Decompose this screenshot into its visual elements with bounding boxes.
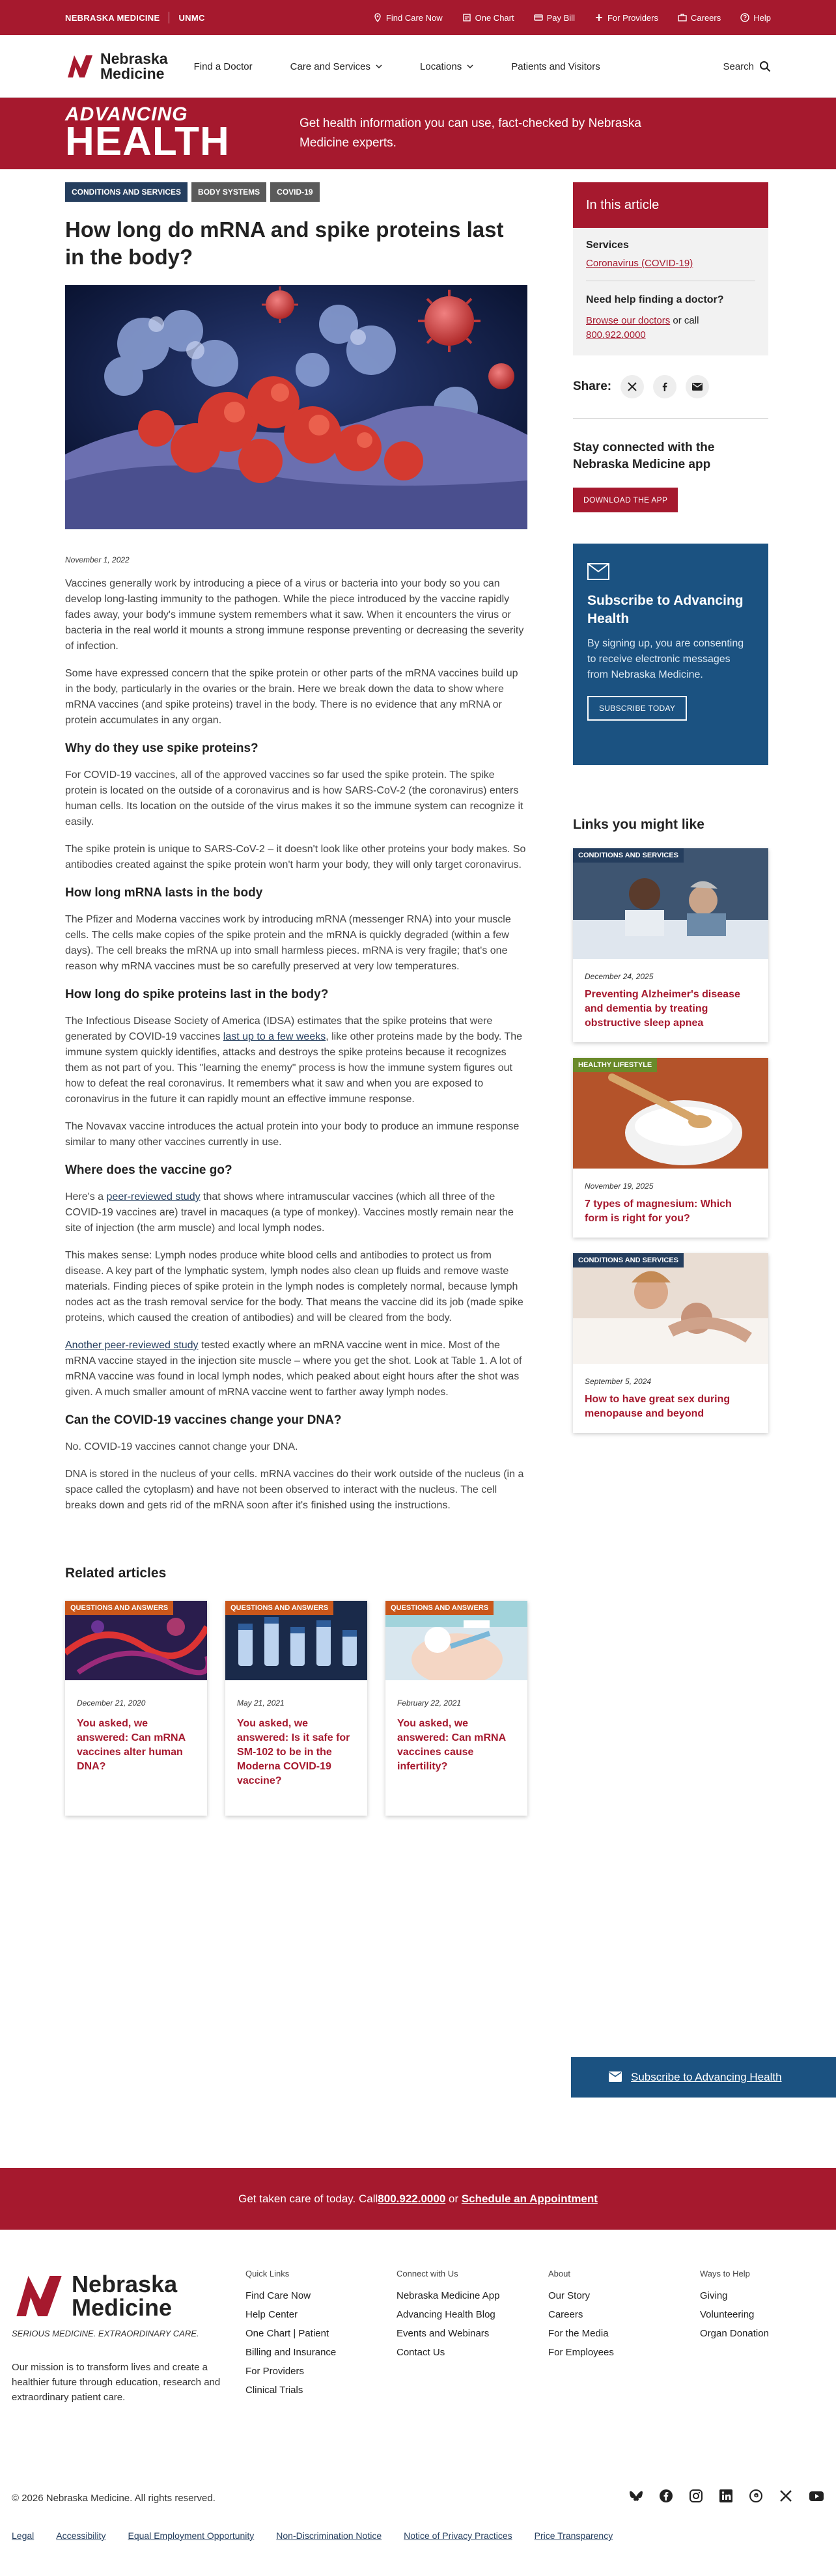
nebraska-medicine-link[interactable]: NEBRASKA MEDICINE xyxy=(65,12,160,23)
subscribe-text: By signing up, you are consenting to receive electronic messages from Nebraska Medicine. xyxy=(587,638,744,680)
tag-body-systems[interactable]: BODY SYSTEMS xyxy=(191,182,266,202)
article-column xyxy=(65,182,527,1816)
share-email-button[interactable] xyxy=(686,375,709,398)
virus-particle-icon xyxy=(418,290,481,352)
paragraph: The Infectious Disease Society of America (IDSA) estimates that the spike proteins that were generated by COVID-19 vaccines last up to a few weeks, like other proteins made by the body. The immune system quickly identifies, attacks and destroys the spike proteins because it recognizes them as not part of you. This "learning the enemy" process is how the immune system figures out how to defeat the real coronavirus. It remembers what it saw and when you are exposed to coronavirus in the future it can rapidly mount an effective immune response. xyxy=(65,1016,523,1105)
suggested-article-card[interactable] xyxy=(573,848,768,1042)
card-date: September 5, 2024 xyxy=(585,1377,652,1386)
article-body xyxy=(65,576,527,1514)
card-title: Preventing Alzheimer's disease and dementia by treating obstructive sleep apnea xyxy=(585,989,740,1029)
footer-link[interactable]: Clinical Trials xyxy=(245,2385,303,2396)
spike-protein-illustration xyxy=(65,285,527,529)
suggested-article-card[interactable] xyxy=(573,1058,768,1238)
paragraph: Another peer-reviewed study tested exactly where an mRNA vaccine went in mice. Most of the mRNA vaccine stayed in the injection site muscle – where you get the shot. Look at Table 1. A lot of mRNA vaccine was found in local lymph nodes, which peaked about eight hours after the shot was given. A much smaller amount of mRNA vaccine went to farther away lymph nodes. xyxy=(65,1340,522,1398)
utility-bar xyxy=(0,0,836,35)
primary-nav xyxy=(194,61,600,72)
footer-link[interactable]: Billing and Insurance xyxy=(245,2347,337,2358)
advancing-health-logo[interactable]: ADVANCING HEALTH xyxy=(65,104,230,164)
card-category-label: QUESTIONS AND ANSWERS xyxy=(225,1601,333,1615)
links-you-might-like-heading: Links you might like xyxy=(573,817,704,832)
footer-link[interactable]: Help Center xyxy=(245,2309,298,2320)
call-to-action-strip: Get taken care of today. Call 800.922.0000 or Schedule an Appointment xyxy=(0,2168,836,2230)
x-icon[interactable] xyxy=(779,2489,793,2503)
app-promo-title: Stay connected with the Nebraska Medicine app xyxy=(573,441,715,471)
find-care-now-link[interactable]: Find Care Now xyxy=(373,13,443,23)
find-doctor-heading: Need help finding a doctor? xyxy=(586,294,724,305)
subscribe-box xyxy=(573,544,768,765)
banner-tagline: Get health information you can use, fact-checked by Nebraska Medicine experts. xyxy=(300,117,641,150)
facebook-icon[interactable] xyxy=(659,2489,673,2503)
another-peer-reviewed-study-link[interactable]: Another peer-reviewed study xyxy=(65,1340,199,1351)
coronavirus-covid-19-link[interactable]: Coronavirus (COVID-19) xyxy=(586,258,693,269)
paragraph: This makes sense: Lymph nodes produce white blood cells and antibodies to protect us from disease. A key part of the lymphatic system, lymph nodes also clean up fluids and remove waste materials. Finding pieces of spike protein in the lymph nodes is completely normal, because lymph nodes act as the trash removal service for the body. That means the vaccine did its job (made spike proteins, which caused the creation of antibodies) and will be cleared from the body. xyxy=(65,1250,523,1323)
footer-link[interactable]: One Chart | Patient xyxy=(245,2328,329,2339)
section-heading: Where does the vaccine go? xyxy=(65,1163,232,1177)
footer-link[interactable]: Nebraska Medicine App xyxy=(397,2290,500,2301)
paragraph: The spike protein is unique to SARS-CoV-2 – it doesn't look like other proteins your body makes. So antibodies created against the spike protein won't harm your body, they will only target coronavirus. xyxy=(65,844,526,870)
card-category-label: CONDITIONS AND SERVICES xyxy=(573,848,684,863)
social-links xyxy=(629,2489,824,2503)
in-this-article-heading: In this article xyxy=(573,182,768,228)
search-button[interactable]: Search xyxy=(723,61,771,72)
article-title: How long do mRNA and spike proteins last in the body? xyxy=(65,217,504,269)
unmc-link[interactable]: UNMC xyxy=(178,12,205,23)
peer-reviewed-study-link[interactable]: peer-reviewed study xyxy=(106,1191,201,1202)
footer-link[interactable]: Events and Webinars xyxy=(397,2328,490,2339)
app-promo xyxy=(573,439,768,512)
legal-link[interactable]: Legal xyxy=(12,2530,35,2541)
one-chart-link[interactable]: One Chart xyxy=(462,13,514,23)
nav-care-and-services[interactable]: Care and Services xyxy=(290,61,382,72)
card-date: May 21, 2021 xyxy=(237,1698,285,1708)
facebook-icon xyxy=(660,382,669,391)
card-image xyxy=(385,1601,527,1680)
cta-phone-link[interactable]: 800.922.0000 xyxy=(378,2192,446,2205)
copyright: © 2026 Nebraska Medicine. All rights reserved. xyxy=(12,2493,216,2504)
card-image xyxy=(573,1058,768,1169)
footer-ways-to-help: Ways to Help Giving Volunteering Organ Donation xyxy=(700,2269,769,2339)
paragraph: No. COVID-19 vaccines cannot change your DNA. xyxy=(65,1441,298,1452)
card-image xyxy=(225,1601,367,1680)
nebraska-medicine-logo[interactable]: Nebraska Medicine xyxy=(65,51,168,81)
email-icon xyxy=(692,383,703,391)
linkedin-icon[interactable] xyxy=(719,2489,733,2503)
card-image xyxy=(65,1601,207,1680)
logo-n-icon xyxy=(12,2269,66,2323)
mission-statement: Our mission is to transform lives and create a healthier future through education, research and extraordinary patient care. xyxy=(12,2362,221,2403)
card-title: How to have great sex during menopause and beyond xyxy=(585,1394,731,1419)
services-label: Services xyxy=(586,240,629,251)
browse-our-doctors-link[interactable]: Browse our doctors xyxy=(586,315,671,326)
plus-icon xyxy=(594,13,604,22)
youtube-icon[interactable] xyxy=(809,2489,824,2503)
subscribe-today-button[interactable]: SUBSCRIBE TODAY xyxy=(587,696,687,721)
card-title: You asked, we answered: Can mRNA vaccines alter human DNA? xyxy=(77,1718,186,1772)
last-up-to-a-few-weeks-link[interactable]: last up to a few weeks xyxy=(223,1031,326,1042)
share-facebook-button[interactable] xyxy=(653,375,676,398)
paragraph: The Pfizer and Moderna vaccines work by introducing mRNA (messenger RNA) into your muscle cells. The cells make copies of the spike protein and the mRNA is quickly degraded (within a few days). The cell breaks the mRNA up into small harmless pieces. mRNA is very fragile; that's one reason why mRNA vaccines must be so carefully preserved at very low temperatures. xyxy=(65,914,511,972)
card-date: December 21, 2020 xyxy=(77,1698,146,1708)
tag-conditions-and-services[interactable]: CONDITIONS AND SERVICES xyxy=(65,182,188,202)
paragraph: The Novavax vaccine introduces the actual protein into your body to produce an immune response similar to many other vaccines currently in use. xyxy=(65,1121,520,1148)
paragraph: DNA is stored in the nucleus of your cells. mRNA vaccines do their work outside of the nucleus (in a space called the cytoplasm) and have not been observed to interact with the nucleus. The cell breaks down and gets rid of the mRNA soon after it's finished using the instructions. xyxy=(65,1469,524,1511)
related-article-card[interactable] xyxy=(65,1601,207,1816)
section-heading: How long do spike proteins last in the body? xyxy=(65,988,329,1001)
card-category-label: QUESTIONS AND ANSWERS xyxy=(65,1601,173,1615)
tag-covid-19[interactable]: COVID-19 xyxy=(270,182,319,202)
footer-link[interactable]: Organ Donation xyxy=(700,2328,769,2339)
footer-link[interactable]: Our Story xyxy=(548,2290,591,2301)
paragraph: For COVID-19 vaccines, all of the approved vaccines so far used the spike protein. The spike protein is located on the outside of a coronavirus and is how SARS-CoV-2 (the coronavirus) enters human cells. Its location on the outside of the virus makes it so the immune system can recognize it easily. xyxy=(65,769,523,827)
envelope-icon xyxy=(609,2071,622,2082)
briefcase-icon xyxy=(678,13,687,22)
paragraph: Some have expressed concern that the spike protein or other parts of the mRNA vaccines build up in the body, particularly in the ovaries or the brain. Here we break down the data to show where mRNA vaccines (and spike proteins) travel in the body. There is no evidence that any mRNA or protein accumulates in any organ. xyxy=(65,668,518,726)
virus-particle-icon xyxy=(488,363,514,389)
advancing-health-banner xyxy=(0,98,836,169)
card-title: You asked, we answered: Is it safe for SM-102 to be in the Moderna COVID-19 vaccine? xyxy=(237,1718,350,1786)
related-article-card[interactable] xyxy=(225,1601,367,1816)
card-title: 7 types of magnesium: Which form is right for you? xyxy=(585,1198,732,1224)
article-hero-image xyxy=(65,285,527,529)
section-heading: Why do they use spike proteins? xyxy=(65,741,258,755)
section-heading: Can the COVID-19 vaccines change your DNA? xyxy=(65,1413,342,1427)
footer-logo[interactable]: Nebraska Medicine SERIOUS MEDICINE. EXTRAORDINARY CARE. xyxy=(12,2269,199,2338)
chevron-down-icon xyxy=(467,63,473,70)
find-doctor-text: Browse our doctors or call 800.922.0000 xyxy=(586,315,699,340)
credit-card-icon xyxy=(534,13,543,22)
card-category-label: HEALTHY LIFESTYLE xyxy=(573,1058,657,1072)
card-date: February 22, 2021 xyxy=(397,1698,462,1708)
paragraph: Vaccines generally work by introducing a piece of a virus or bacteria into your body so you can develop long-lasting immunity to the pathogen. While the piece introduced by the vaccine rapidly fades away, your body's immune system remembers what it saw. When it encounters the virus or bacteria in the real world it mounts a strong immune response preventing or decreasing the severity of infection. xyxy=(65,578,524,652)
threads-icon[interactable] xyxy=(749,2489,763,2503)
card-category-label: QUESTIONS AND ANSWERS xyxy=(385,1601,494,1615)
share-x-button[interactable] xyxy=(620,375,644,398)
bluesky-icon[interactable] xyxy=(629,2489,643,2503)
footer-link[interactable]: For the Media xyxy=(548,2328,609,2339)
legal-links xyxy=(12,2530,613,2541)
chevron-down-icon xyxy=(376,63,382,70)
location-pin-icon xyxy=(373,13,382,22)
nav-locations[interactable]: Locations xyxy=(420,61,473,72)
search-icon xyxy=(759,61,771,72)
related-article-card[interactable] xyxy=(385,1601,527,1816)
footer-quick-links: Quick Links Find Care Now Help Center One Chart | Patient Billing and Insurance For Providers Clinical Trials xyxy=(245,2269,337,2396)
subscribe-title: Subscribe to Advancing Health xyxy=(587,593,744,626)
logo-n-icon xyxy=(65,51,95,81)
careers-link[interactable]: Careers xyxy=(678,13,721,23)
schedule-appointment-link[interactable]: Schedule an Appointment xyxy=(461,2192,598,2205)
footer-link[interactable]: Careers xyxy=(548,2309,583,2320)
share-label: Share: xyxy=(573,380,612,393)
equal-employment-link[interactable]: Equal Employment Opportunity xyxy=(128,2530,255,2541)
footer-tagline: SERIOUS MEDICINE. EXTRAORDINARY CARE. xyxy=(12,2329,199,2338)
card-category-label: CONDITIONS AND SERVICES xyxy=(573,1253,684,1267)
card-image xyxy=(573,848,768,959)
article-date: November 1, 2022 xyxy=(65,555,130,564)
chart-icon xyxy=(462,13,471,22)
article-tags xyxy=(65,182,527,202)
privacy-practices-link[interactable]: Notice of Privacy Practices xyxy=(404,2530,512,2541)
footer-link[interactable]: Find Care Now xyxy=(245,2290,311,2301)
main-header xyxy=(0,35,836,98)
instagram-icon[interactable] xyxy=(689,2489,703,2503)
section-heading: How long mRNA lasts in the body xyxy=(65,886,263,900)
sidebar xyxy=(573,182,768,1433)
footer-connect: Connect with Us Nebraska Medicine App Advancing Health Blog Events and Webinars Contact Us xyxy=(397,2269,500,2358)
envelope-icon xyxy=(587,563,609,580)
help-link[interactable]: Help xyxy=(740,13,771,23)
nav-find-a-doctor[interactable]: Find a Doctor xyxy=(193,61,253,72)
suggested-article-card[interactable] xyxy=(573,1253,768,1433)
phone-link[interactable]: 800.922.0000 xyxy=(586,329,646,340)
card-date: November 19, 2025 xyxy=(585,1182,654,1191)
footer-about: About Our Story Careers For the Media For Employees xyxy=(548,2269,614,2358)
card-title: You asked, we answered: Can mRNA vaccines cause infertility? xyxy=(397,1718,506,1772)
question-circle-icon xyxy=(740,13,749,22)
related-articles xyxy=(65,1566,527,1816)
for-providers-link[interactable]: For Providers xyxy=(594,13,658,23)
pay-bill-link[interactable]: Pay Bill xyxy=(534,13,575,23)
price-transparency-link[interactable]: Price Transparency xyxy=(534,2530,613,2541)
footer-link[interactable]: Contact Us xyxy=(397,2347,445,2358)
footer-link[interactable]: Giving xyxy=(700,2290,728,2301)
paragraph: Here's a peer-reviewed study that shows where intramuscular vaccines (which all three of the COVID-19 vaccines are) travel in macaques (a type of monkey). Vaccines mostly remain near the site of injection (the arm muscle) and local lymph nodes. xyxy=(65,1191,514,1234)
non-discrimination-link[interactable]: Non-Discrimination Notice xyxy=(276,2530,382,2541)
related-articles-heading: Related articles xyxy=(65,1566,167,1581)
x-icon xyxy=(628,382,637,391)
nav-patients-and-visitors[interactable]: Patients and Visitors xyxy=(511,61,600,72)
footer-link[interactable]: Volunteering xyxy=(700,2309,755,2320)
site-footer xyxy=(0,2230,836,2576)
accessibility-link[interactable]: Accessibility xyxy=(56,2530,106,2541)
subscribe-sticky-bar[interactable]: Subscribe to Advancing Health xyxy=(571,2057,836,2098)
download-app-button[interactable]: DOWNLOAD THE APP xyxy=(573,488,678,512)
share-bar xyxy=(573,375,768,419)
footer-link[interactable]: For Employees xyxy=(548,2347,614,2358)
in-this-article-box xyxy=(573,182,768,355)
card-date: December 24, 2025 xyxy=(585,972,654,981)
footer-link[interactable]: For Providers xyxy=(245,2366,305,2377)
card-image xyxy=(573,1253,768,1364)
footer-link[interactable]: Advancing Health Blog xyxy=(397,2309,495,2320)
